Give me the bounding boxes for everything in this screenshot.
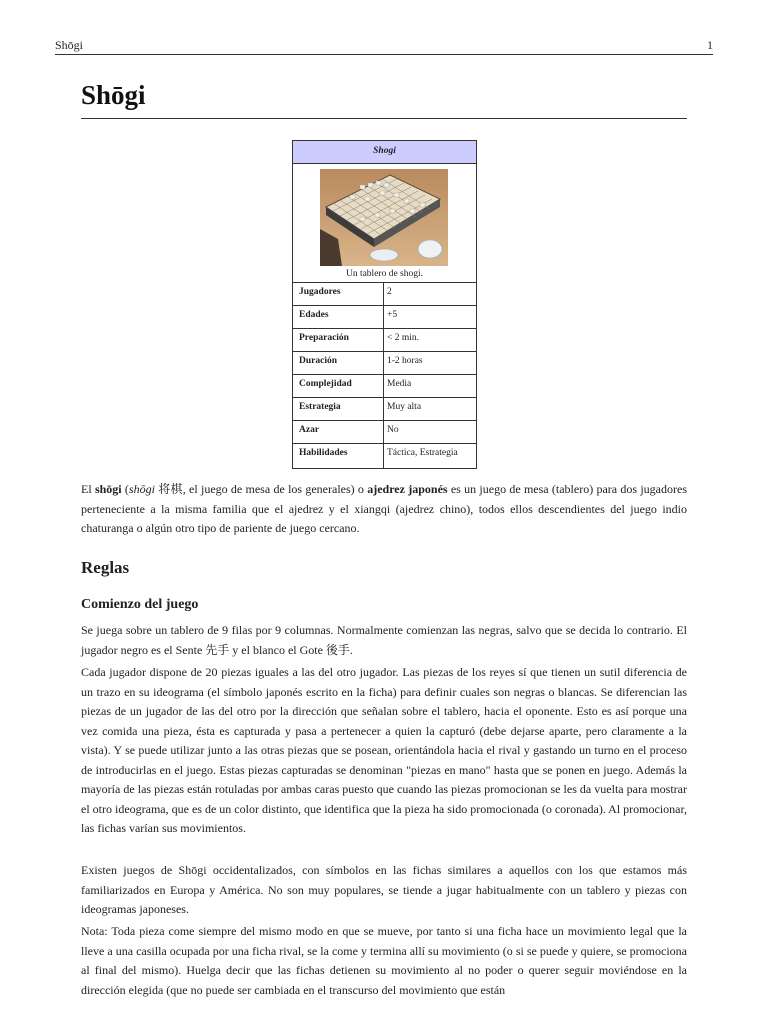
infobox-value: +5 [387,310,398,320]
infobox-row [293,421,476,444]
paragraph-western: Existen juegos de Shōgi occidentalizados, con símbolos en las fichas similares a aquellos con los que estamos más familiarizados en Europa y América. No son muy populares, se tiende a jugar habitualmente con un tablero y piezas con ideogramas japoneses. [81,863,687,916]
paragraph-board: Se juega sobre un tablero de 9 filas por 9 columnas. Normalmente comienzan las negras, salvo que se decida lo contrario. El jugador negro es el Sente 先手 y el blanco el Gote 後手. [81,623,687,657]
infobox-label: Complejidad [293,375,384,397]
intro-paragraph [81,480,687,539]
intro-text: ( [121,482,129,496]
subsection-heading-comienzo: Comienzo del juego [81,597,199,612]
running-head [55,38,713,55]
shogi-board-photo [320,169,448,266]
infobox-row [293,352,476,375]
infobox-row [293,329,476,352]
infobox-label: Preparación [293,329,384,351]
infobox-row [293,375,476,398]
infobox-value: No [387,425,399,435]
infobox-label: Jugadores [293,283,384,305]
intro-text: es un juego de mesa (tablero) para dos jugadores perteneciente a la misma familia que el ajedrez y el xiangqi (ajedrez chino), todos ellos descendientes del juego indio chaturanga o algún otro tipo de pariente de juego cercano. [81,482,687,535]
intro-text: El [81,482,95,496]
infobox-label: Estrategia [293,398,384,420]
paragraph-pieces: Cada jugador dispone de 20 piezas iguales a las del otro jugador. Las piezas de los reyes sí que tienen un sutil diferencia de un trazo en su ideograma (el símbolo japonés escrito en la ficha) para definir cuales son negras o blancas. Se diferencian las piezas de un jugador de las del otro por la dirección que señalan sobre el tablero, hacia el oponente. Esto es así porque una vez comida una pieza, ésta es capturada y pasa a pertenecer a quien la capturó (debe dejarse aparte, pero claramente a la vista). Y se puede utilizar junto a las otras piezas que se posean, orientándola hacia el rival y gastando un turno en el proceso de introducirlas en el juego. Estas piezas capturadas se denominan "piezas en mano" hasta que se ponen en juego. Además la mayoría de las piezas están rotuladas por ambas caras puesto que cuando las piezas promocionan se les da vuelta para mostrar el otro ideograma, que es de un color distinto, que identifica que la pieza ha sido promocionada (o coronada). Al promocionar, las fichas varían sus movimientos. [81,665,687,835]
intro-text: 将棋, el juego de mesa de los generales) o [154,482,368,496]
infobox-row [293,306,476,329]
intro-term-italic: shōgi [128,482,155,496]
infobox-label: Duración [293,352,384,374]
paragraph-note: Nota: Toda pieza come siempre del mismo modo en que se mueve, por tanto si una ficha hace un movimiento legal que la lleve a una casilla ocupada por una ficha rival, se la come y termina allí su movimiento (o si se puede y quiere, se promociona al final del mismo). Huelga decir que las fichas detienen su movimiento al no poder o querer seguir moviéndose en la dirección elegida (que no puede ser cambiada en el transcurso del movimiento que están [81,924,687,997]
infobox-row [293,444,476,468]
infobox-row [293,398,476,421]
infobox-value: 2 [387,287,392,297]
infobox-label: Edades [293,306,384,328]
infobox-value: Media [387,379,412,389]
infobox-value: < 2 min. [387,333,420,343]
infobox-value: 1-2 horas [387,356,423,366]
infobox-caption: Un tablero de shogi. [345,269,424,279]
article-title: Shōgi [81,80,687,119]
page-number: 1 [707,38,713,52]
running-head-title: Shōgi [55,38,84,52]
infobox-label: Azar [293,421,384,443]
intro-alt-name-bold: ajedrez japonés [367,482,448,496]
infobox-header: Shogi [293,141,476,164]
infobox-value: Táctica, Estrategia [387,448,458,458]
intro-term-bold: shōgi [94,482,122,496]
infobox-row [293,283,476,306]
infobox [292,140,477,469]
section-heading-reglas: Reglas [81,558,130,577]
infobox-value: Muy alta [387,402,422,412]
infobox-image-cell [293,164,476,283]
infobox-label: Habilidades [293,444,384,468]
